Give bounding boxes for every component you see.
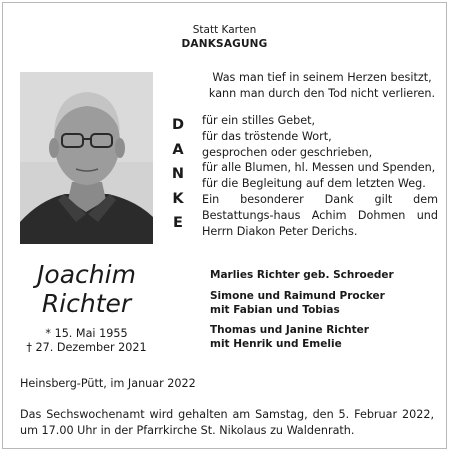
family-name: Marlies Richter geb. Schroeder (210, 269, 394, 281)
motto-line-1: Was man tief in seinem Herzen besitzt, (212, 71, 432, 84)
danke-letter: N (171, 166, 185, 183)
thanks-list (202, 113, 438, 192)
thanks-line: für das tröstende Wort, (202, 129, 332, 143)
family-children: mit Fabian und Tobias (210, 303, 340, 316)
thanks-line: für ein stilles Gebet, (202, 114, 316, 127)
special-thanks: Ein besonderer Dank gilt dem Bestattungs-haus Achim Dohmen und Herrn Diakon Peter Derichs. (202, 193, 438, 238)
danke-letter: K (172, 190, 184, 207)
danke-vertical (169, 113, 187, 236)
birth-date: * 15. Mai 1955 (45, 327, 128, 340)
deceased-first-name: Joachim (37, 260, 136, 289)
danke-letter: E (173, 215, 183, 232)
motto-quote (208, 70, 436, 102)
deceased-last-name: Richter (41, 289, 132, 318)
family-entry (210, 290, 440, 317)
family-children: mit Henrik und Emelie (210, 337, 342, 350)
motto-line-2: kann man durch den Tod nicht verlieren. (208, 87, 436, 100)
thanks-line: für alle Blumen, hl. Messen und Spenden, (202, 161, 436, 175)
family-entry (210, 324, 440, 351)
portrait-photo (20, 72, 153, 244)
obituary-notice (2, 2, 447, 449)
danke-letter: A (172, 141, 184, 158)
danke-letter: D (171, 117, 185, 133)
header-statt-karten: Statt Karten (192, 24, 257, 36)
family-name: Thomas und Janine Richter (210, 324, 369, 336)
death-date: † 27. Dezember 2021 (26, 341, 147, 354)
thanks-line: gesprochen oder geschrieben, (202, 145, 373, 159)
thanks-line: für die Begleitung auf dem letzten Weg. (202, 177, 426, 191)
place-date: Heinsberg-Pütt, im Januar 2022 (20, 377, 196, 390)
header-danksagung: DANKSAGUNG (181, 38, 268, 50)
family-entry (210, 269, 440, 283)
mass-announcement: Das Sechswochenamt wird gehalten am Samstag, den 5. Februar 2022, um 17.00 Uhr in der Pfarrkirche St. Nikolaus zu Waldenrath. (20, 408, 434, 437)
family-name: Simone und Raimund Procker (210, 290, 385, 302)
